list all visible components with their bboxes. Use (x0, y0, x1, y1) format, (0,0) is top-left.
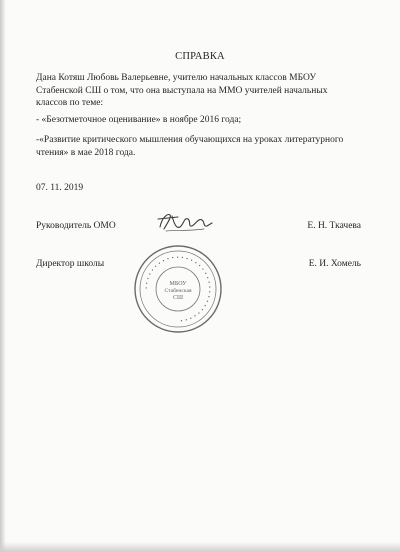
handwritten-signature (154, 207, 216, 237)
seal-text-line: СШ (172, 295, 184, 301)
signer-name: Е. И. Хомель (308, 259, 361, 269)
school-seal (132, 243, 224, 335)
signer-role: Руководитель ОМО (36, 221, 116, 231)
signer-name: Е. Н. Ткачева (307, 221, 361, 231)
seal-text-line: Стабенская (164, 288, 192, 294)
page-edge-shadow (0, 0, 6, 552)
signer-role: Директор школы (36, 259, 105, 269)
document-title: СПРАВКА (175, 51, 225, 62)
topic-item-2: -«Развитие критического мышления обучающихся на уроках литературного чтения» в мае 2018 года. (36, 135, 344, 158)
svg-text:• • • • • • • • • • • • • • •: • • • • • • • • • • • • • • • • • • • • • • • • • • • • • • • (143, 254, 213, 323)
intro-paragraph: Дана Котяш Любовь Валерьевне, учителю начальных классов МБОУ Стабенской СШ о том, что она выступала на ММО учителей начальных классов по теме: (36, 73, 328, 108)
document-date: 07. 11. 2019 (36, 183, 84, 193)
page-bottom-shadow (0, 542, 400, 552)
seal-text-line: МБОУ (169, 281, 187, 287)
topic-item-1: - «Безотметочное оценивание» в ноябре 2016 года; (36, 115, 242, 125)
